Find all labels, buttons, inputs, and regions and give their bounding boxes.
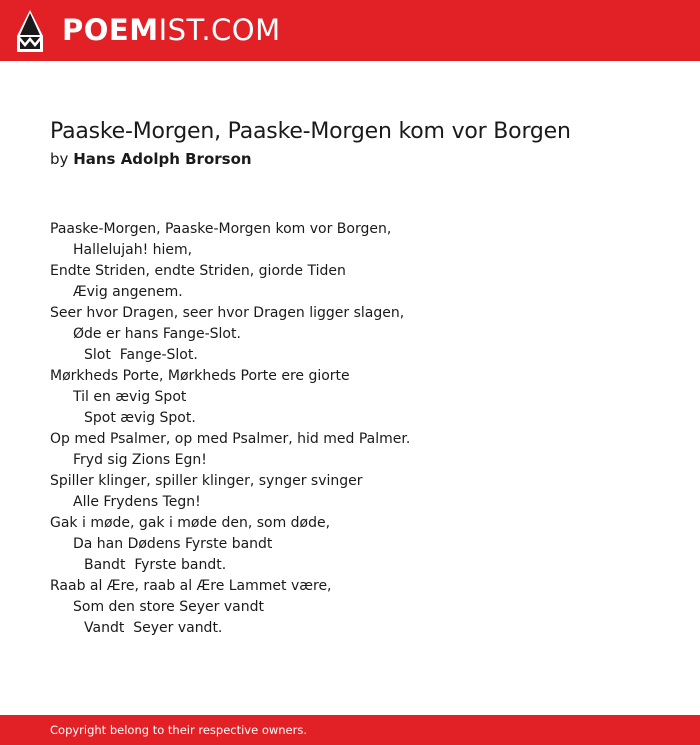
poem-byline (50, 149, 252, 169)
poem-line: Fryd sig Zions Egn! (73, 452, 207, 468)
poem-line: Raab al Ære, raab al Ære Lammet være, (50, 578, 332, 594)
logo-text-bold: POEM (62, 13, 159, 47)
poem-line: Vandt Seyer vandt. (84, 620, 223, 636)
poem-line: Spiller klinger, spiller klinger, synger svinger (50, 473, 363, 489)
poem-line: Gak i møde, gak i møde den, som døde, (50, 515, 331, 531)
pencil-icon[interactable] (17, 10, 43, 52)
by-label: by (50, 150, 69, 168)
site-header (0, 0, 700, 61)
poem-line: Mørkheds Porte, Mørkheds Porte ere giorte (50, 368, 350, 384)
poem-line: Alle Frydens Tegn! (73, 494, 201, 510)
poem-body (50, 219, 410, 639)
poem-title: Paaske-Morgen, Paaske-Morgen kom vor Borgen (50, 119, 571, 144)
poem-line: Seer hvor Dragen, seer hvor Dragen ligger slagen, (50, 305, 405, 321)
copyright-notice: Copyright belong to their respective owners. (50, 723, 308, 737)
poem-line: Slot Fange-Slot. (84, 347, 198, 363)
site-footer (0, 715, 700, 745)
poem-line: Op med Psalmer, op med Psalmer, hid med Palmer. (50, 431, 411, 447)
author-link[interactable]: Hans Adolph Brorson (73, 150, 252, 168)
poem-line: Til en ævig Spot (73, 389, 187, 405)
poem-line: Øde er hans Fange-Slot. (73, 326, 241, 342)
poem-line: Bandt Fyrste bandt. (84, 557, 227, 573)
poem-line: Som den store Seyer vandt (73, 599, 264, 615)
poem-line: Hallelujah! hiem, (73, 242, 193, 258)
poem-line: Da han Dødens Fyrste bandt (73, 536, 273, 552)
site-logo[interactable] (62, 12, 281, 48)
logo-text-light: IST.COM (158, 13, 281, 47)
poem-line: Ævig angenem. (73, 284, 183, 300)
poem-line: Spot ævig Spot. (84, 410, 196, 426)
poem-line: Endte Striden, endte Striden, giorde Tiden (50, 263, 346, 279)
poem-line: Paaske-Morgen, Paaske-Morgen kom vor Borgen, (50, 221, 392, 237)
